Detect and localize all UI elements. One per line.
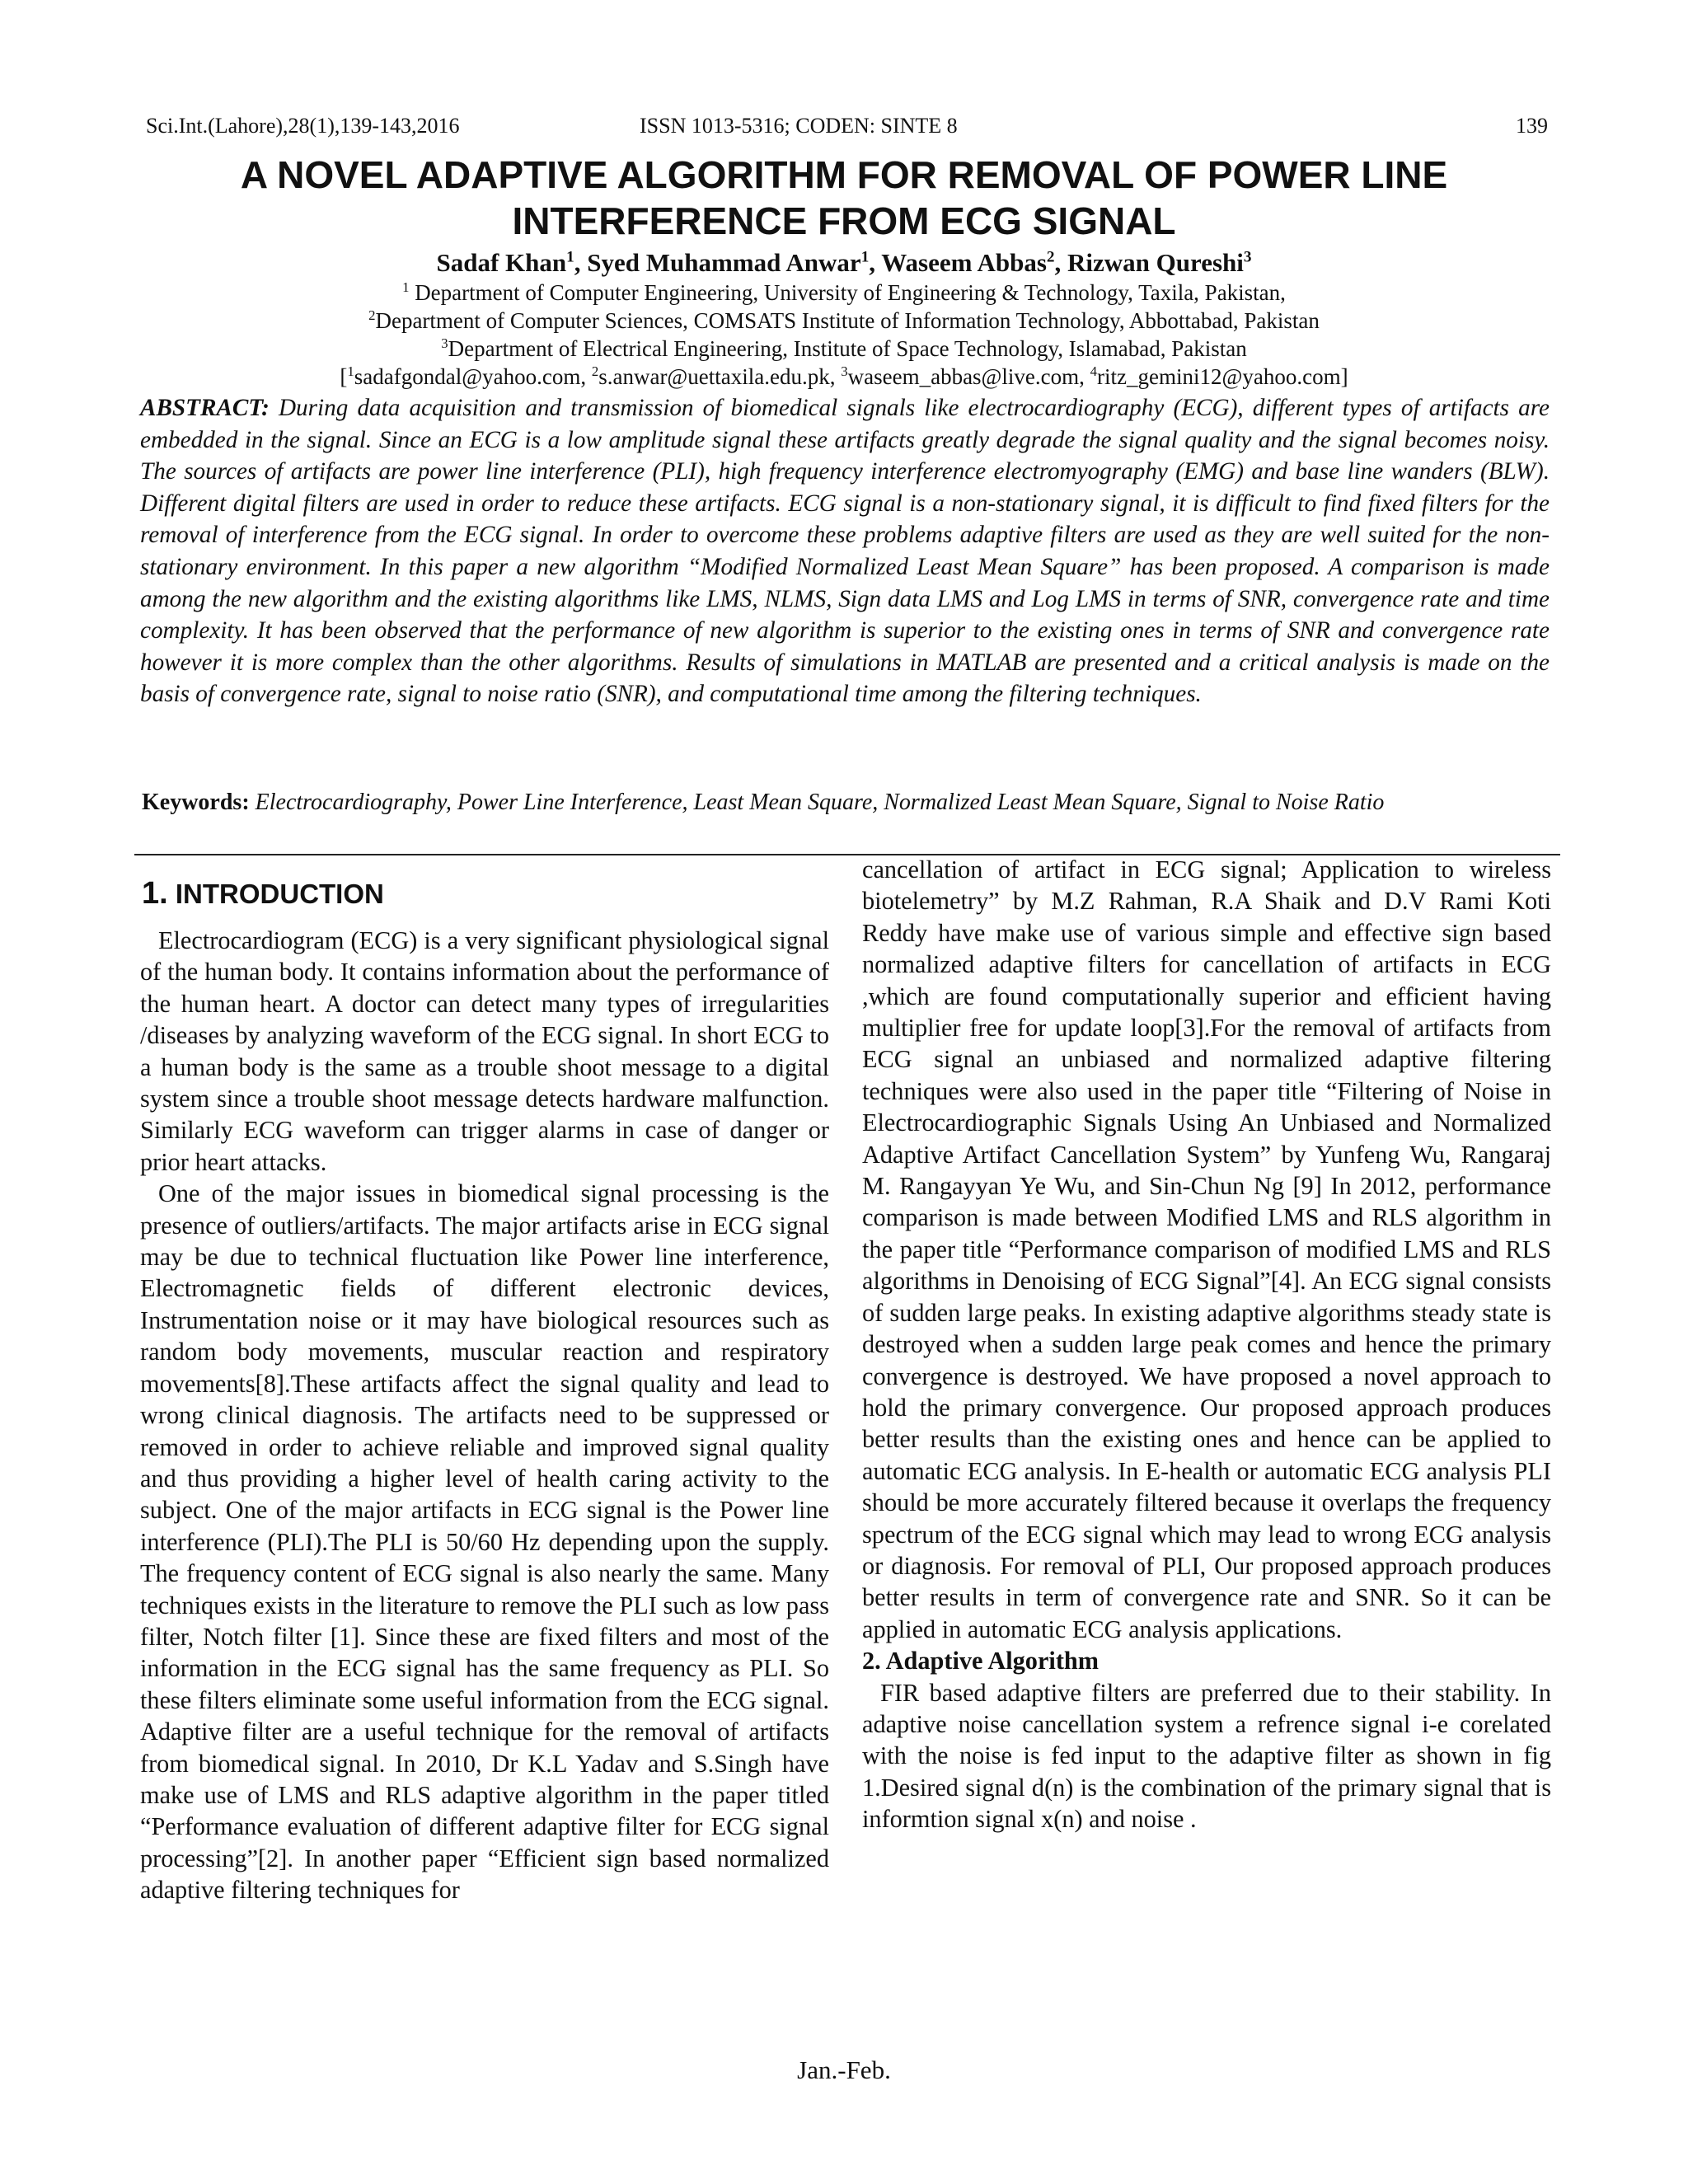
affiliation-2: [124, 307, 1564, 335]
body-paragraph: cancellation of artifact in ECG signal; Application to wireless biotelemetry” by M.Z Rahman, R.A Shaik and D.V Rami Koti Reddy have make use of various simple and effective sign based normalized adaptive filters for cancellation of artifacts in ECG ,which are found computationally superior and efficient having multiplier free for update loop[3].For the removal of artifacts from ECG signal an unbiased and normalized adaptive filtering techniques were also used in the paper title “Filtering of Noise in Electrocardiographic Signals Using An Unbiased and Normalized Adaptive Artifact Cancellation System” by Yunfeng Wu, Rangaraj M. Rangayyan Ye Wu, and Sin-Chun Ng [9] In 2012, performance comparison is made between Modified LMS and RLS algorithm in the paper title “Performance comparison of modified LMS and RLS algorithms in Denoising of ECG Signal”[4]. An ECG signal consists of sudden large peaks. In existing adaptive algorithms steady state is destroyed when a sudden large peak comes and hence the primary convergence is destroyed. We have proposed a novel approach to hold the primary convergence. Our proposed approach produces better results than the existing ones and hence can be applied to automatic ECG analysis. In E-health or automatic ECG analysis PLI should be more accurately filtered because it overlaps the frequency spectrum of the ECG signal which may lead to wrong ECG analysis or diagnosis. For removal of PLI, Our proposed approach produces better results in term of convergence rate and SNR. So it can be applied in automatic ECG analysis applications.: [862, 855, 1551, 1643]
email-3[interactable]: waseem_abbas@live.com,: [847, 364, 1090, 389]
section-heading-adaptive-algorithm: 2. Adaptive Algorithm: [862, 1647, 1099, 1675]
affiliation-1: [124, 279, 1564, 307]
section-title: INTRODUCTION: [167, 879, 384, 909]
body-paragraph: One of the major issues in biomedical signal processing is the presence of outliers/artifacts. The major artifacts arise in ECG signal may be due to technical fluctuation like Power line interference, Electromagnetic fields of different electronic devices, Instrumentation noise or it may have biological resources such as random body movements, muscular reaction and respiratory movements[8].These artifacts affect the signal quality and lead to wrong clinical diagnosis. The artifacts need to be suppressed or removed in order to achieve reliable and improved signal quality and thus providing a higher level of health caring activity to the subject. One of the major artifacts in ECG signal is the Power line interference (PLI).The PLI is 50/60 Hz depending upon the supply. The frequency content of ECG signal is also nearly the same. Many techniques exists in the literature to remove the PLI such as low pass filter, Notch filter [1]. Since these are fixed filters and most of the information in the ECG signal has the same frequency as PLI. So these filters eliminate some useful information from the ECG signal. Adaptive filter are a useful technique for the removal of artifacts from biomedical signal. In 2010, Dr K.L Yadav and S.Singh have make use of LMS and RLS adaptive algorithm in the paper titled “Performance evaluation of different adaptive filter for ECG signal processing”[2]. In another paper “Efficient sign based normalized adaptive filtering techniques for: [140, 1179, 829, 1905]
email-sup: 2: [591, 363, 599, 379]
author-separator: ,: [869, 248, 882, 277]
email-list: [124, 363, 1564, 391]
affiliation-text: Department of Computer Engineering, University of Engineering & Technology, Taxila, Pakistan,: [409, 280, 1286, 305]
email-sup: 3: [841, 363, 848, 379]
section-heading-introduction: [142, 875, 384, 912]
affiliation-text: Department of Electrical Engineering, Institute of Space Technology, Islamabad, Pakistan: [448, 336, 1247, 361]
author-affil-sup: 3: [1243, 248, 1252, 266]
author-separator: ,: [1054, 248, 1068, 277]
author-name: Syed Muhammad Anwar: [587, 248, 861, 277]
author-separator: ,: [574, 248, 588, 277]
page-number: 139: [1516, 114, 1548, 138]
email-bracket: [: [340, 364, 348, 389]
author-affil-sup: 1: [566, 248, 574, 266]
paper-title-line-2: INTERFERENCE FROM ECG SIGNAL: [512, 199, 1176, 242]
author-name: Sadaf Khan: [436, 248, 567, 277]
title-block: [124, 152, 1564, 391]
affiliation-text: Department of Computer Sciences, COMSATS Institute of Information Technology, Abbottabad, Pakistan: [375, 308, 1320, 333]
abstract: [140, 392, 1550, 710]
author-affil-sup: 2: [1046, 248, 1055, 266]
affiliation-sup: 1: [402, 279, 410, 295]
author-name: Waseem Abbas: [881, 248, 1047, 277]
author-affil-sup: 1: [860, 248, 870, 266]
body-paragraph: FIR based adaptive filters are preferred due to their stability. In adaptive noise cancellation system a refrence signal i-e corelated with the noise is fed input to the adaptive filter as shown in fig 1.Desired signal d(n) is the combination of the primary signal that is informtion signal x(n) and noise .: [862, 1678, 1551, 1834]
body-paragraph: Electrocardiogram (ECG) is a very significant physiological signal of the human body. It contains information about the performance of the human heart. A doctor can detect many types of irregularities /diseases by analyzing waveform of the ECG signal. In short ECG to a human body is the same as a trouble shoot message to a digital system since a trouble shoot message detects hardware malfunction. Similarly ECG waveform can trigger alarms in case of danger or prior heart attacks.: [140, 926, 829, 1176]
affiliation-sup: 3: [441, 335, 448, 351]
email-2[interactable]: s.anwar@uettaxila.edu.pk,: [598, 364, 842, 389]
abstract-label: ABSTRACT: [140, 395, 262, 421]
email-4[interactable]: ritz_gemini12@yahoo.com]: [1097, 364, 1348, 389]
keywords-text: Electrocardiography, Power Line Interference, Least Mean Square, Normalized Least Mean Square, Signal to Noise Ratio: [249, 790, 1385, 815]
email-sup: 4: [1090, 363, 1098, 379]
right-column: [862, 854, 1551, 1835]
email-1[interactable]: sadafgondal@yahoo.com,: [354, 364, 592, 389]
keywords: [142, 788, 1559, 818]
page-footer: Jan.-Feb.: [797, 2055, 891, 2084]
affiliation-3: [124, 335, 1564, 363]
author-list: [124, 247, 1564, 279]
author-name: Rizwan Qureshi: [1067, 248, 1244, 277]
keywords-label: Keywords:: [142, 790, 250, 815]
abstract-text: During data acquisition and transmission of biomedical signals like electrocardiography (ECG), different types of artifacts are embedded in the signal. Since an ECG is a low amplitude signal these artifacts greatly degrade the signal quality and the signal becomes noisy. The sources of artifacts are power line interference (PLI), high frequency interference electromyography (EMG) and base line wanders (BLW). Different digital filters are used in order to reduce these artifacts. ECG signal is a non-stationary signal, it is difficult to find fixed filters for the removal of interference from the ECG signal. In order to overcome these problems adaptive filters are used as they are well suited for the non-stationary environment. In this paper a new algorithm “Modified Normalized Least Mean Square” has been proposed. A comparison is made among the new algorithm and the existing algorithms like LMS, NLMS, Sign data LMS and Log LMS in terms of SNR, convergence rate and time complexity. It has been observed that the performance of new algorithm is superior to the existing ones in terms of SNR and convergence rate however it is more complex than the other algorithms. Results of simulations in MATLAB are presented and a critical analysis is made on the basis of convergence rate, signal to noise ratio (SNR), and computational time among the filtering techniques.: [140, 395, 1550, 708]
section-number: 1.: [142, 876, 168, 911]
left-column: [140, 925, 829, 1906]
abstract-colon: :: [261, 395, 270, 421]
issn-coden: ISSN 1013-5316; CODEN: SINTE 8: [640, 114, 958, 138]
journal-citation: Sci.Int.(Lahore),28(1),139-143,2016: [146, 114, 460, 138]
affiliation-sup: 2: [368, 307, 376, 323]
email-sup: 1: [347, 363, 354, 379]
paper-title-line-1: A NOVEL ADAPTIVE ALGORITHM FOR REMOVAL OF POWER LINE: [240, 153, 1448, 196]
